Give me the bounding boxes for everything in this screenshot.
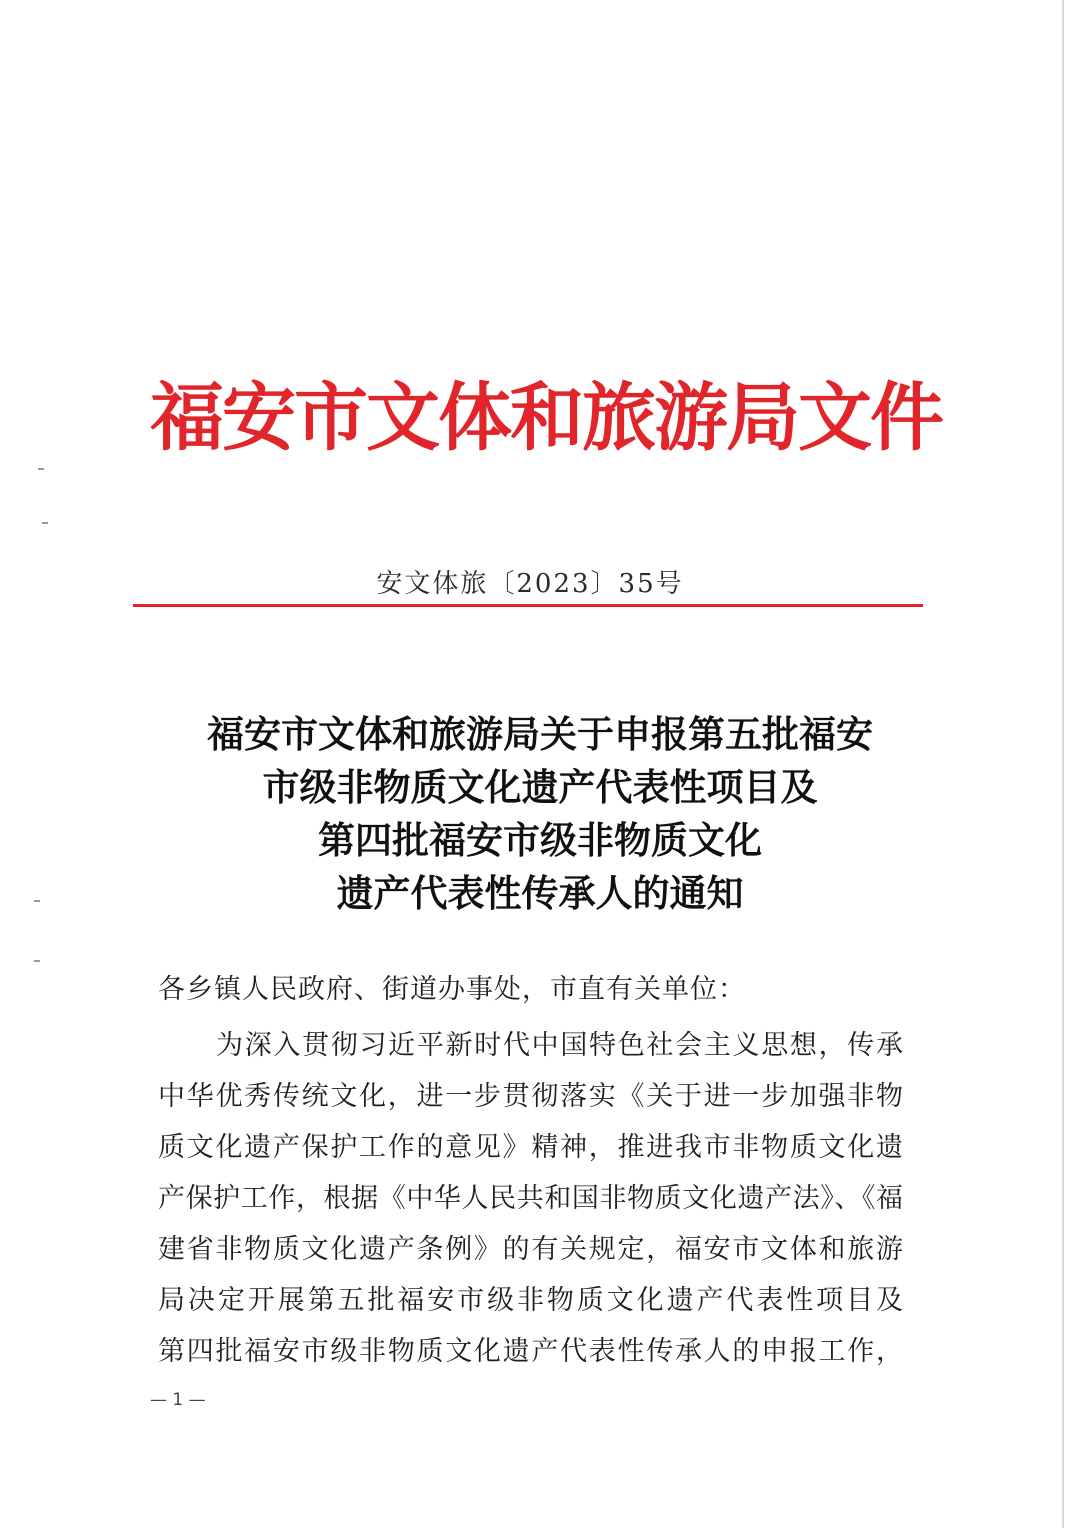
notice-title (140, 708, 940, 920)
scan-mark (38, 468, 44, 470)
title-line: 市级非物质文化遗产代表性项目及 (262, 765, 818, 809)
masthead-title: 福安市文体和旅游局文件 (150, 375, 942, 461)
body-line: 建省非物质文化遗产条例》的有关规定，福安市文体和旅游 (158, 1234, 903, 1265)
body-line: 中华优秀传统文化，进一步贯彻落实《关于进一步加强非物 (158, 1081, 903, 1112)
body-paragraph (158, 1020, 903, 1377)
title-line: 第四批福安市级非物质文化 (318, 818, 762, 862)
scan-edge (1062, 0, 1064, 1528)
body-line: 第四批福安市级非物质文化遗产代表性传承人的申报工作， (158, 1336, 903, 1367)
document-number: 安文体旅〔2023〕35号 (376, 569, 684, 599)
body-line: 为深入贯彻习近平新时代中国特色社会主义思想，传承 (216, 1030, 903, 1061)
title-line: 福安市文体和旅游局关于申报第五批福安 (207, 712, 873, 756)
red-separator-line (133, 604, 923, 607)
scan-mark (34, 900, 40, 902)
scan-mark (34, 960, 40, 962)
body-line: 局决定开展第五批福安市级非物质文化遗产代表性项目及 (158, 1285, 903, 1316)
body-line: 产保护工作，根据《中华人民共和国非物质文化遗产法》、《福 (158, 1183, 903, 1214)
page-number: — 1 — (150, 1390, 206, 1410)
salutation: 各乡镇人民政府、街道办事处，市直有关单位： (158, 974, 746, 1005)
scan-mark (42, 522, 48, 524)
title-line: 遗产代表性传承人的通知 (336, 871, 744, 915)
body-line: 质文化遗产保护工作的意见》精神，推进我市非物质文化遗 (158, 1132, 903, 1163)
